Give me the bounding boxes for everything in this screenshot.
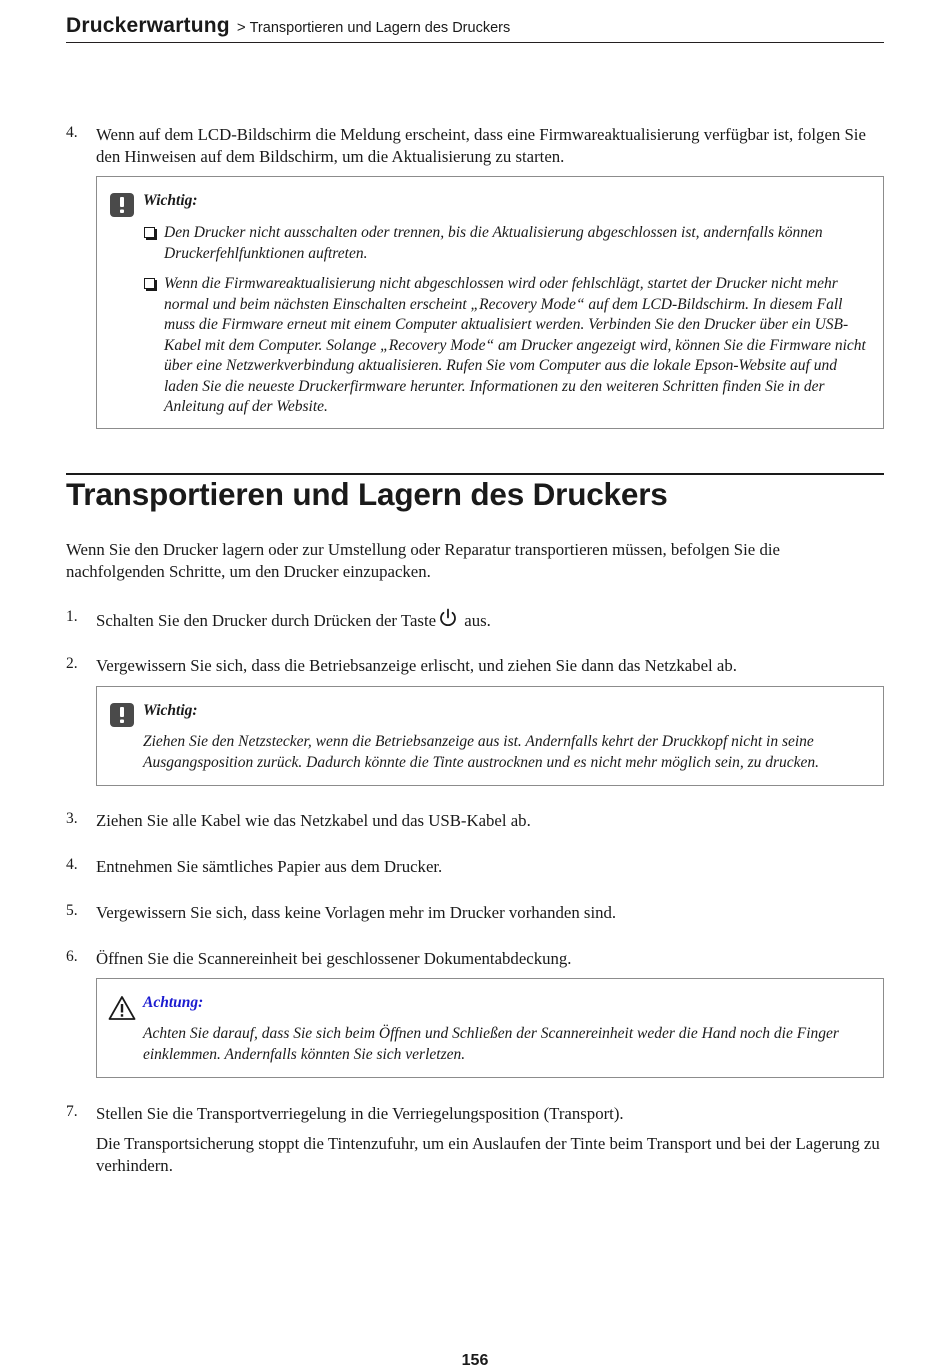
step-text: Öffnen Sie die Scannereinheit bei geschlossener Dokumentabdeckung. <box>96 949 572 968</box>
step-number: 5. <box>66 902 78 919</box>
step-4 <box>66 856 884 878</box>
note-text: Achten Sie darauf, dass Sie sich beim Öffnen und Schließen der Scannereinheit weder die Hand noch die Finger einklemmen. Andernfalls könnten Sie sich verletzen. <box>143 1025 839 1063</box>
header-section: Transportieren und Lagern des Druckers <box>249 20 511 36</box>
step-number: 4. <box>66 124 78 141</box>
power-icon <box>438 608 458 634</box>
step-3 <box>66 810 884 832</box>
important-note-firmware <box>96 176 884 429</box>
checkbox-bullet-icon <box>144 227 155 238</box>
note-title: Achtung: <box>143 994 204 1011</box>
note-bullet <box>143 223 873 264</box>
note-title: Wichtig: <box>143 702 198 719</box>
step-number: 3. <box>66 810 78 827</box>
step-number: 2. <box>66 655 78 672</box>
header-separator: > <box>236 19 246 36</box>
caution-icon <box>108 995 136 1028</box>
note-title: Wichtig: <box>143 192 198 209</box>
note-bullet-text: Wenn die Firmwareaktualisierung nicht abgeschlossen wird oder fehlschlägt, startet der Drucker nicht mehr normal und beim nächsten Einschalten erscheint „Recovery Mode“ auf dem LCD-Bildschirm. In diesem Fall muss die Firmware erneut mit einem Computer aktualisiert werden. Verbinden Sie den Drucker über ein USB-Kabel mit dem Computer. Solange „Recovery Mode“ am Drucker angezeigt wird, können Sie die Firmware nicht über eine Netzwerkverbindung aktualisieren. Rufen Sie vom Computer aus die lokale Epson-Website auf und laden Sie die neueste Druckerfirmware herunter. Informationen zu den weiteren Schritten finden Sie in der Anleitung auf der Website. <box>164 275 866 415</box>
step-1 <box>66 608 884 634</box>
important-icon <box>110 703 134 734</box>
step-text: Vergewissern Sie sich, dass die Betriebsanzeige erlischt, und ziehen Sie dann das Netzkabel ab. <box>96 656 737 675</box>
intro-paragraph: Wenn Sie den Drucker lagern oder zur Umstellung oder Reparatur transportieren müssen, befolgen Sie die nachfolgenden Schritte, um den Drucker einzupacken. <box>66 540 780 581</box>
step-text: Stellen Sie die Transportverriegelung in die Verriegelungsposition (Transport). <box>96 1104 624 1123</box>
note-bullet <box>143 274 873 418</box>
step-firmware <box>66 124 884 168</box>
step-number: 6. <box>66 948 78 965</box>
step-text: Entnehmen Sie sämtliches Papier aus dem Drucker. <box>96 857 443 876</box>
step-text: Ziehen Sie alle Kabel wie das Netzkabel und das USB-Kabel ab. <box>96 811 531 830</box>
heading-rule <box>66 473 884 475</box>
step-subtext: Die Transportsicherung stoppt die Tintenzufuhr, um ein Auslaufen der Tinte beim Transport und bei der Lagerung zu verhindern. <box>96 1134 880 1175</box>
step-text: Wenn auf dem LCD-Bildschirm die Meldung erscheint, dass eine Firmwareaktualisierung verfügbar ist, folgen Sie den Hinweisen auf dem Bildschirm, um die Aktualisierung zu starten. <box>96 125 866 166</box>
step-number: 7. <box>66 1103 78 1120</box>
step-6 <box>66 948 884 970</box>
important-note-power <box>96 686 884 786</box>
page-number: 156 <box>461 1352 489 1369</box>
step-text: Schalten Sie den Drucker durch Drücken der Taste aus. <box>96 608 884 634</box>
checkbox-bullet-icon <box>144 278 155 289</box>
header-chapter: Druckerwartung <box>66 14 230 37</box>
step-text: Vergewissern Sie sich, dass keine Vorlagen mehr im Drucker vorhanden sind. <box>96 903 617 922</box>
important-icon <box>110 193 134 224</box>
step-5 <box>66 902 884 924</box>
note-text: Ziehen Sie den Netzstecker, wenn die Betriebsanzeige aus ist. Andernfalls kehrt der Druckkopf nicht in seine Ausgangsposition zurück. Dadurch könnte die Tinte austrocknen und es nicht mehr möglich sein, zu drucken. <box>143 733 820 771</box>
page-header <box>66 14 884 43</box>
step-number: 4. <box>66 856 78 873</box>
step-7 <box>66 1103 884 1177</box>
step-2 <box>66 655 884 677</box>
caution-note-scanner <box>96 978 884 1078</box>
step-number: 1. <box>66 608 78 625</box>
note-bullet-text: Den Drucker nicht ausschalten oder trennen, bis die Aktualisierung abgeschlossen ist, andernfalls können Druckerfehlfunktionen auftreten. <box>164 224 823 262</box>
section-heading: Transportieren und Lagern des Druckers <box>66 476 668 512</box>
